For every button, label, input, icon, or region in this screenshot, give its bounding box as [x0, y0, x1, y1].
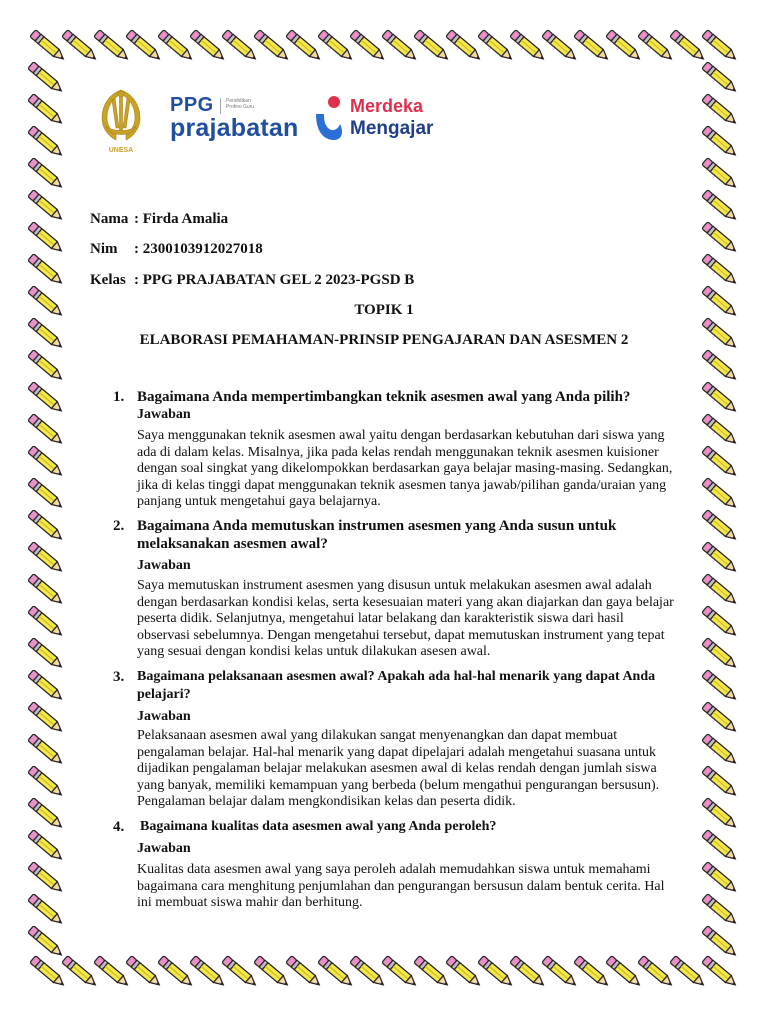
pencil-icon — [702, 894, 738, 927]
question-number: 1. — [113, 389, 125, 405]
ppg-prajabatan-logo — [170, 94, 304, 148]
ppg-logo-separator — [220, 98, 221, 114]
pencil-icon — [702, 542, 738, 575]
pencil-icon — [28, 894, 64, 927]
pencil-icon — [702, 222, 738, 255]
pencil-icon — [702, 350, 738, 383]
pencil-icon — [28, 94, 64, 127]
ppg-logo-main-text: prajabatan — [170, 114, 299, 142]
pencil-icon — [574, 30, 610, 63]
pencil-icon — [510, 956, 546, 989]
pencil-icon — [702, 190, 738, 223]
question-text: Bagaimana pelaksanaan asesmen awal? Apakah ada hal-hal menarik yang dapat Anda pelajari? — [137, 669, 656, 702]
pencil-icon — [542, 956, 578, 989]
pencil-icon — [702, 606, 738, 639]
pencil-icon — [28, 542, 64, 575]
pencil-icon — [28, 510, 64, 543]
pencil-icon — [28, 446, 64, 479]
nim-label: Nim — [90, 241, 118, 257]
mengajar-text: Mengajar — [350, 118, 434, 139]
jawaban-label: Jawaban — [137, 558, 191, 573]
pencil-icon — [702, 414, 738, 447]
pencil-icon — [28, 222, 64, 255]
jawaban-label: Jawaban — [137, 841, 191, 856]
nama-value: : Firda Amalia — [134, 211, 229, 227]
nim-row — [90, 240, 263, 258]
pencil-icon — [702, 862, 738, 895]
pencil-icon — [670, 956, 706, 989]
pencil-icon — [28, 798, 64, 831]
pencil-icon — [702, 798, 738, 831]
jawaban-label: Jawaban — [137, 407, 191, 422]
pencil-icon — [28, 414, 64, 447]
pencil-icon — [28, 830, 64, 863]
pencil-icon — [542, 30, 578, 63]
pencil-icon — [286, 956, 322, 989]
answer-text: Saya menggunakan teknik asesmen awal yaitu dengan berdasarkan kebutuhan dari siswa yang ada di dalam kelas. Misalnya, jika pada kelas rendah menggunakan teknik asesmen kuisioner dengan soal singkat yang dikelompokkan berdasarkan gaya belajar masing-masing. Sedangkan, jika di kelas tinggi dapat menggunakan teknik asesmen tanya jawab/pilihan ganda/uraian yang panjang untuk mengetahui gaya belajarnya. — [137, 428, 673, 509]
merdeka-mengajar-icon — [312, 94, 346, 144]
pencil-icon — [28, 574, 64, 607]
kelas-value: : PPG PRAJABATAN GEL 2 2023-PGSD B — [134, 272, 415, 288]
kelas-row — [90, 271, 414, 289]
merdeka-text: Merdeka — [350, 96, 424, 116]
pencil-icon — [28, 158, 64, 191]
question-text: Bagaimana Anda memutuskan instrumen asesmen yang Anda susun untuk melaksanakan asesmen awal? — [137, 518, 617, 552]
pencil-icon — [446, 956, 482, 989]
pencil-icon — [606, 30, 642, 63]
pencil-icon — [28, 638, 64, 671]
pencil-icon — [222, 30, 258, 63]
pencil-icon — [28, 606, 64, 639]
pencil-icon — [350, 956, 386, 989]
pencil-icon — [28, 254, 64, 287]
pencil-icon — [606, 956, 642, 989]
pencil-icon — [702, 94, 738, 127]
pencil-icon — [702, 702, 738, 735]
pencil-icon — [350, 30, 386, 63]
pencil-icon — [286, 30, 322, 63]
pencil-icon — [702, 158, 738, 191]
pencil-icon — [638, 30, 674, 63]
pencil-icon — [30, 956, 66, 989]
pencil-icon — [254, 956, 290, 989]
pencil-icon — [94, 956, 130, 989]
pencil-icon — [382, 30, 418, 63]
pencil-icon — [28, 126, 64, 159]
answer-text: Pelaksanaan asesmen awal yang dilakukan sangat menyenangkan dan dapat membuat pengalaman belajar. Hal-hal menarik yang dapat dipelajari adalah mengetahui suasana untuk dijadikan pengalaman belajar melakukan asesmen awal di kelas rendah dengan jumlah siswa yang banyak, memiliki kemampuan yang berbeda (belum mengathui pengurangan bersusun). Pengalaman belajar dalam mengkondisikan kelas dan peserta didik. — [137, 728, 660, 809]
pencil-icon — [158, 956, 194, 989]
pencil-icon — [28, 382, 64, 415]
pencil-icon — [414, 956, 450, 989]
pencil-icon — [28, 926, 64, 959]
pencil-icon — [382, 956, 418, 989]
pencil-icon — [702, 574, 738, 607]
question-number: 2. — [113, 518, 125, 534]
pencil-icon — [28, 670, 64, 703]
pencil-icon — [702, 30, 738, 63]
topic-title: TOPIK 1 — [354, 302, 414, 318]
pencil-icon — [702, 446, 738, 479]
pencil-icon — [28, 862, 64, 895]
pencil-icon — [702, 766, 738, 799]
pencil-icon — [670, 30, 706, 63]
unesa-logo-text: UNESA — [108, 147, 134, 154]
pencil-icon — [702, 734, 738, 767]
pencil-icon — [28, 734, 64, 767]
pencil-icon — [28, 478, 64, 511]
pencil-icon — [126, 956, 162, 989]
pencil-icon — [126, 30, 162, 63]
pencil-icon — [414, 30, 450, 63]
pencil-icon — [222, 956, 258, 989]
nim-value: : 2300103912027018 — [134, 241, 263, 257]
pencil-icon — [702, 956, 738, 989]
pencil-icon — [702, 926, 738, 959]
pencil-icon — [702, 126, 738, 159]
pencil-icon — [28, 766, 64, 799]
pencil-icon — [28, 190, 64, 223]
pencil-icon — [702, 478, 738, 511]
nama-label: Nama — [90, 211, 129, 227]
ppg-logo-small-text: Pendidikan Profesi Guru — [226, 98, 255, 110]
question-text: Bagaimana kualitas data asesmen awal yang Anda peroleh? — [140, 819, 497, 834]
pencil-icon — [702, 830, 738, 863]
answer-text: Saya memutuskan instrument asesmen yang disusun untuk melakukan asesmen awal adalah dengan berdasarkan kondisi kelas, serta kesesuaian materi yang akan diajarkan dan gaya belajar peserta didik. Selanjutnya, mengetahui latar belakang dan karakteristik siswa dari hasil observasi sebelumnya. Dengan mengetahui tersebut, dapat memutuskan instrument yang tepat yang sesuai dengan kondisi kelas untuk dilakukan asesen awal. — [137, 578, 674, 659]
pencil-icon — [478, 30, 514, 63]
ppg-logo-top-text: PPG — [170, 94, 214, 116]
pencil-icon — [62, 956, 98, 989]
pencil-icon — [638, 956, 674, 989]
jawaban-label: Jawaban — [137, 709, 191, 724]
document-heading: ELABORASI PEMAHAMAN-PRINSIP PENGAJARAN DAN ASESMEN 2 — [139, 332, 629, 348]
pencil-icon — [702, 254, 738, 287]
answer-text: Kualitas data asesmen awal yang saya peroleh adalah memudahkan siswa untuk memahami bagaimana cara menghitung penjumlahan dan pengurangan bersusun dalam bentuk cerita. Hal ini membuat siswa mahir dan berhitung. — [137, 862, 665, 910]
pencil-icon — [28, 702, 64, 735]
pencil-icon — [446, 30, 482, 63]
pencil-icon — [28, 350, 64, 383]
pencil-icon — [158, 30, 194, 63]
pencil-icon — [254, 30, 290, 63]
pencil-icon — [94, 30, 130, 63]
pencil-icon — [318, 956, 354, 989]
pencil-icon — [478, 956, 514, 989]
kelas-label: Kelas — [90, 272, 126, 288]
pencil-icon — [30, 30, 66, 63]
question-number: 4. — [113, 819, 125, 835]
pencil-icon — [702, 62, 738, 95]
nama-row — [90, 210, 228, 228]
pencil-icon — [190, 30, 226, 63]
question-number: 3. — [113, 669, 125, 685]
pencil-icon — [510, 30, 546, 63]
unesa-logo — [88, 84, 154, 156]
pencil-icon — [190, 956, 226, 989]
pencil-icon — [702, 382, 738, 415]
pencil-icon — [702, 670, 738, 703]
pencil-icon — [574, 956, 610, 989]
pencil-icon — [318, 30, 354, 63]
pencil-icon — [702, 638, 738, 671]
pencil-icon — [62, 30, 98, 63]
merdeka-mengajar-logo — [312, 92, 442, 148]
question-text: Bagaimana Anda mempertimbangkan teknik asesmen awal yang Anda pilih? — [137, 389, 631, 405]
pencil-icon — [702, 510, 738, 543]
pencil-icon — [28, 62, 64, 95]
